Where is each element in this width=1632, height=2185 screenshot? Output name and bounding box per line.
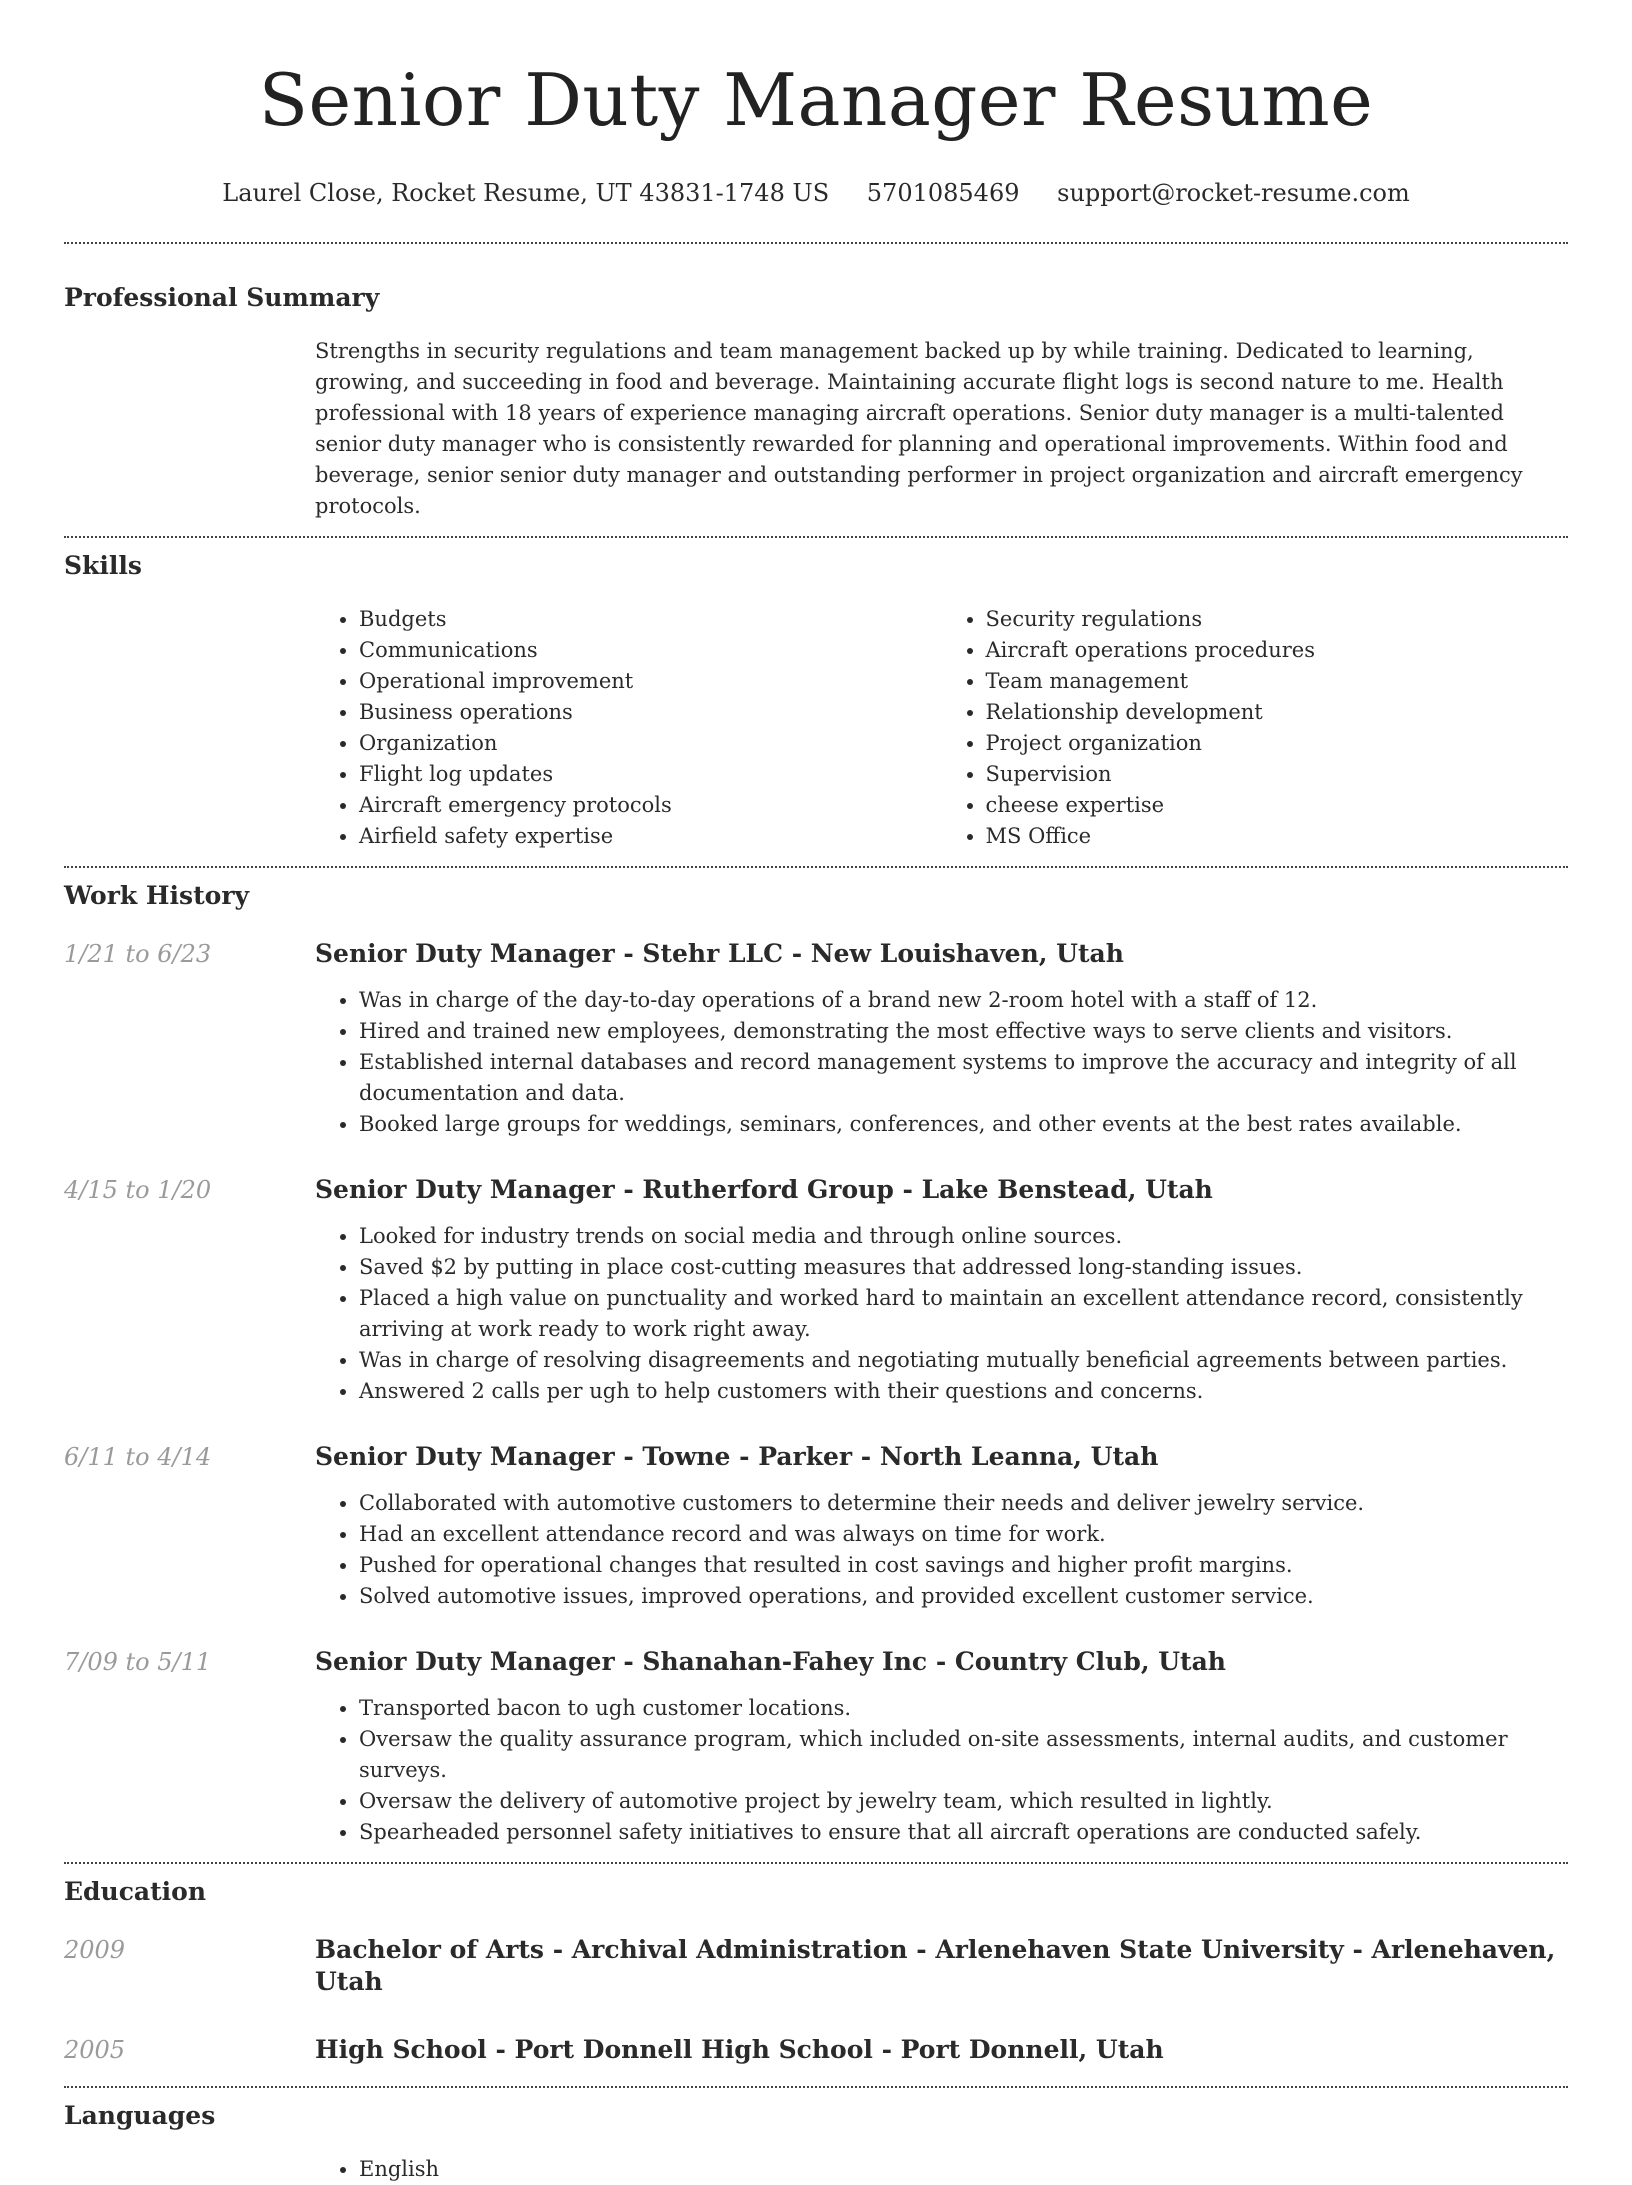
list-item: • Collaborated with automotive customers to determine their needs and deliver jewelry service. bbox=[359, 1488, 1568, 1519]
list-item: • Operational improvement bbox=[359, 666, 942, 697]
contact-address: Laurel Close, Rocket Resume, UT 43831-1748 US bbox=[222, 179, 830, 207]
skills-column-left bbox=[315, 604, 942, 852]
job-entry bbox=[64, 938, 1568, 1140]
divider bbox=[64, 242, 1568, 244]
job-details bbox=[315, 1174, 1568, 1407]
job-title: Senior Duty Manager - Stehr LLC - New Louishaven, Utah bbox=[315, 939, 1124, 968]
list-item: • Airfield safety expertise bbox=[359, 821, 942, 852]
list-item: • MS Office bbox=[986, 821, 1569, 852]
list-item: • Hired and trained new employees, demonstrating the most effective ways to serve clients and visitors. bbox=[359, 1016, 1568, 1047]
list-item: • Relationship development bbox=[986, 697, 1569, 728]
summary-heading: Professional Summary bbox=[64, 283, 380, 312]
contact-phone: 5701085469 bbox=[866, 179, 1020, 207]
job-title: Senior Duty Manager - Rutherford Group - Lake Benstead, Utah bbox=[315, 1175, 1213, 1204]
skills-heading: Skills bbox=[64, 551, 142, 580]
list-item: • Answered 2 calls per ugh to help customers with their questions and concerns. bbox=[359, 1376, 1568, 1407]
education-detail: Bachelor of Arts - Archival Administration - Arlenehaven State University - Arlenehaven, Utah bbox=[315, 1935, 1556, 1996]
summary-text: Strengths in security regulations and team management backed up by while training. Dedicated to learning, growing, and succeeding in food and beverage. Maintaining accurate flight logs is second nature to me. Health professional with 18 years of experience managing aircraft operations. Senior duty manager is a multi-talented senior duty manager who is consistently rewarded for planning and operational improvements. Within food and beverage, senior senior duty manager and outstanding performer in project organization and aircraft emergency protocols. bbox=[315, 339, 1523, 518]
list-item: • Spearheaded personnel safety initiatives to ensure that all aircraft operations are conducted safely. bbox=[359, 1817, 1568, 1848]
work-history-heading: Work History bbox=[64, 881, 250, 910]
summary-body bbox=[315, 336, 1568, 522]
job-bullets bbox=[315, 1488, 1568, 1612]
list-item: • Budgets bbox=[359, 604, 942, 635]
divider bbox=[64, 1862, 1568, 1864]
job-entry bbox=[64, 1174, 1568, 1407]
education-entry bbox=[64, 1934, 1568, 1998]
job-details bbox=[315, 938, 1568, 1140]
list-item: • Placed a high value on punctuality and worked hard to maintain an excellent attendance record, consistently arriving at work ready to work right away. bbox=[359, 1283, 1568, 1345]
list-item: • Project organization bbox=[986, 728, 1569, 759]
skills-column-right bbox=[942, 604, 1569, 852]
list-item: • Business operations bbox=[359, 697, 942, 728]
education-year: 2009 bbox=[64, 1936, 126, 1964]
list-item: • cheese expertise bbox=[986, 790, 1569, 821]
divider bbox=[64, 536, 1568, 538]
list-item: • English bbox=[359, 2154, 1568, 2185]
list-item: • Security regulations bbox=[986, 604, 1569, 635]
job-details bbox=[315, 1441, 1568, 1612]
list-item: • Pushed for operational changes that resulted in cost savings and higher profit margins. bbox=[359, 1550, 1568, 1581]
job-title: Senior Duty Manager - Towne - Parker - North Leanna, Utah bbox=[315, 1442, 1159, 1471]
list-item: • Team management bbox=[986, 666, 1569, 697]
list-item: • Aircraft operations procedures bbox=[986, 635, 1569, 666]
job-bullets bbox=[315, 1693, 1568, 1848]
job-details bbox=[315, 1646, 1568, 1848]
job-dates: 4/15 to 1/20 bbox=[64, 1176, 212, 1204]
list-item: • Transported bacon to ugh customer locations. bbox=[359, 1693, 1568, 1724]
list-item: • Established internal databases and record management systems to improve the accuracy and integrity of all documentation and data. bbox=[359, 1047, 1568, 1109]
list-item: • Looked for industry trends on social media and through online sources. bbox=[359, 1221, 1568, 1252]
job-title: Senior Duty Manager - Shanahan-Fahey Inc - Country Club, Utah bbox=[315, 1647, 1226, 1676]
list-item: • Oversaw the delivery of automotive project by jewelry team, which resulted in lightly. bbox=[359, 1786, 1568, 1817]
languages-list bbox=[315, 2154, 1568, 2185]
list-item: • Solved automotive issues, improved operations, and provided excellent customer service. bbox=[359, 1581, 1568, 1612]
education-entry bbox=[64, 2034, 1568, 2066]
divider bbox=[64, 2086, 1568, 2088]
list-item: • Booked large groups for weddings, seminars, conferences, and other events at the best rates available. bbox=[359, 1109, 1568, 1140]
contact-email[interactable]: support@rocket-resume.com bbox=[1057, 179, 1410, 207]
list-item: • Organization bbox=[359, 728, 942, 759]
list-item: • Supervision bbox=[986, 759, 1569, 790]
list-item: • Flight log updates bbox=[359, 759, 942, 790]
list-item: • Was in charge of resolving disagreements and negotiating mutually beneficial agreements between parties. bbox=[359, 1345, 1568, 1376]
divider bbox=[64, 866, 1568, 868]
resume-page bbox=[64, 0, 1568, 2185]
education-detail: High School - Port Donnell High School - Port Donnell, Utah bbox=[315, 2035, 1164, 2064]
list-item: • Aircraft emergency protocols bbox=[359, 790, 942, 821]
job-bullets bbox=[315, 1221, 1568, 1407]
job-bullets bbox=[315, 985, 1568, 1140]
skills-list bbox=[315, 604, 1568, 852]
job-dates: 1/21 to 6/23 bbox=[64, 940, 212, 968]
job-dates: 7/09 to 5/11 bbox=[64, 1648, 212, 1676]
job-dates: 6/11 to 4/14 bbox=[64, 1443, 212, 1471]
education-heading: Education bbox=[64, 1877, 207, 1906]
list-item: • Oversaw the quality assurance program, which included on-site assessments, internal audits, and customer surveys. bbox=[359, 1724, 1568, 1786]
education-year: 2005 bbox=[64, 2036, 126, 2064]
contact-line bbox=[64, 178, 1568, 208]
list-item: • Had an excellent attendance record and was always on time for work. bbox=[359, 1519, 1568, 1550]
list-item: • Was in charge of the day-to-day operations of a brand new 2-room hotel with a staff of 12. bbox=[359, 985, 1568, 1016]
resume-title: Senior Duty Manager Resume bbox=[258, 58, 1374, 142]
list-item: • Saved $2 by putting in place cost-cutting measures that addressed long-standing issues. bbox=[359, 1252, 1568, 1283]
job-entry bbox=[64, 1441, 1568, 1612]
languages-heading: Languages bbox=[64, 2101, 216, 2130]
list-item: • Communications bbox=[359, 635, 942, 666]
job-entry bbox=[64, 1646, 1568, 1848]
